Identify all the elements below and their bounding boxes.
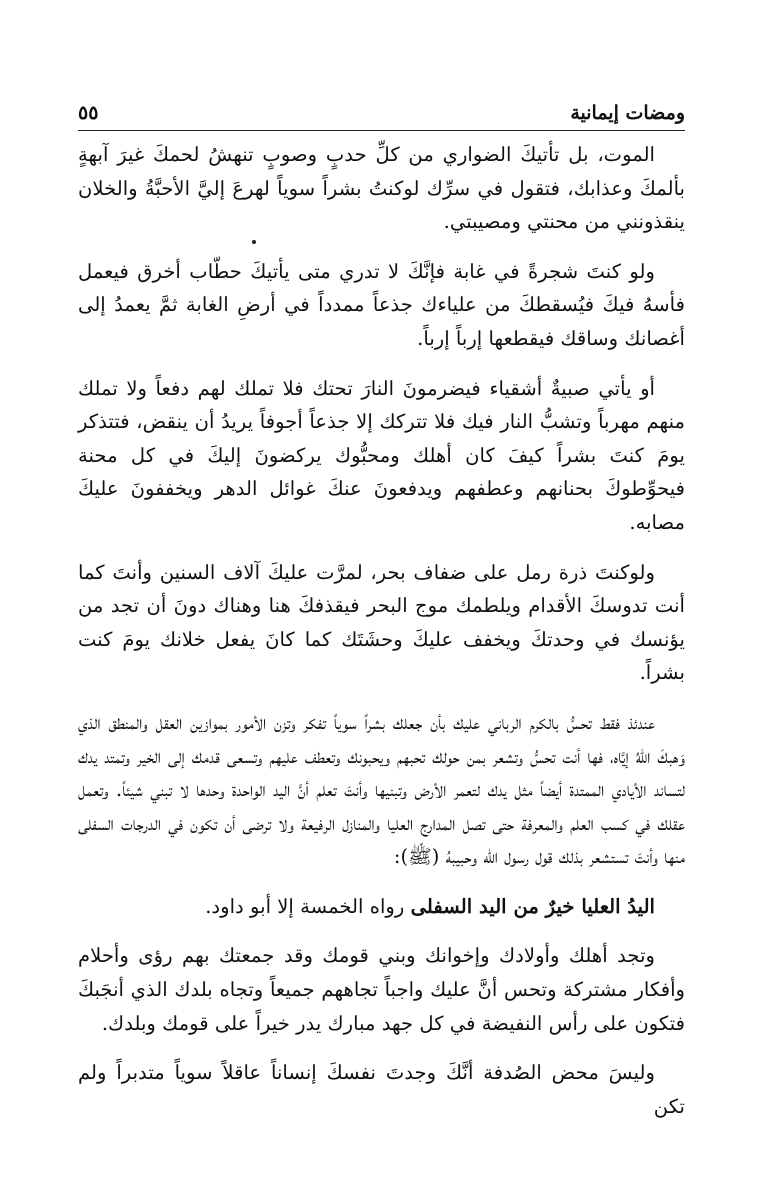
header-rule xyxy=(78,130,685,131)
book-title: ومضات إيمانية xyxy=(570,102,685,124)
paragraph: وليسَ محض الصُدفة أنَّكَ وجدتَ نفسكَ إنساناً عاقلاً سوياً متدبراً ولم تكن xyxy=(78,1061,685,1118)
hadith-quote xyxy=(78,890,685,924)
paragraph: أو يأتي صبيةٌ أشقياء فيضرمونَ النارَ تحتك فلا تملك لهم دفعاً ولا تملك منهم مهرباً وتشبُّ النار فيك فلا تتركك إلا جذعاً أجوفاً يريدُ أن ينقض، فتتذكر يومَ كنتَ بشراً كيفَ كان أهلك ومحبُّوك يركضونَ إليكَ في كل محنة فيحوِّطوكَ بحنانهم وعطفهم ويدفعونَ عنكَ غوائل الدهر ويخففونَ عليكَ مصابه. xyxy=(78,376,685,534)
page-body xyxy=(78,138,685,1139)
paragraph: ولوكنتَ ذرة رمل على ضفاف بحر، لمرَّت عليكَ آلاف السنين وأنتَ كما أنت تدوسكَ الأقدام ويلطمك موج البحر فيقذفكَ هنا وهناك دونَ أن تجد من يؤنسك في وحدتكَ ويخفف عليكَ وحشَتَك كما كانَ يفعل خلانك يومَ كنت بشراً. xyxy=(78,560,685,685)
paragraph: عندئذ فقط تحسُّ بالكرم الرباني عليك بأن جعلك بشراً سوياً تفكر وتزن الأمور بموازين العقل والمنطق الذي وَهبكَ اللهُ إيَّاه، فها أنت تحسُّ وتشعر بمن حولك تحبهم ويحبونك وتعطف عليهم وتسعى قدمك إلى الخير وتمتد يدك لتساند الأيادي الممتدة أيضاً مثل يدك لتعمر الأرض وتبنيها وأنتَ تعلم أنَّ اليد الواحدة وحدها لا تبني شيئاً. وتعمل عقلك في كسب العلم والمعرفة حتى تصل المدارج العليا والمنازل الرفيعة ولا ترضى أن تكون في الدرجات السفلى منها وأنتَ تستشعر بذلك قول رسول الله وحبيبهُ (ﷺ): xyxy=(78,710,685,869)
paragraph: وتجد أهلك وأولادك وإخوانك وبني قومك وقد جمعتك بهم رؤى وأحلام وأفكار مشتركة وتحس أنَّ عليك واجباً تجاههم جميعاً وتجاه بلدك الذي أنجَبكَ فتكون على رأس النفيضة في كل جهد مبارك يدر خيراً على قومك وبلدك. xyxy=(78,944,685,1035)
hadith-source: رواه الخمسة إلا أبو داود. xyxy=(205,894,411,918)
paragraph: الموت، بل تأتيكَ الضواري من كلِّ حدبٍ وصوبٍ تنهشُ لحمكَ غيرَ آبهةٍ بألمكَ وعذابك، فتقول في سرِّك لوكنتُ بشراً سوياً لهرعَ إليَّ الأحبَّةُ والخلان ينقذونني من محنتي ومصيبتي. xyxy=(78,143,685,234)
hadith-text: اليدُ العليا خيرٌ من اليد السفلى xyxy=(410,894,655,918)
page-number: ٥٥ xyxy=(78,102,99,124)
paragraph: ولو كنتَ شجرةً في غابة فإنَّكَ لا تدري متى يأتيكَ حطّاب أخرق فيعمل فأسهُ فيكَ فيُسقطكَ من علياءك جذعاً ممدداً في أرضِ الغابة ثمَّ يعمدُ إلى أغصانك وساقك فيقطعها إرباً إرباً. xyxy=(78,259,685,350)
page-header xyxy=(78,88,685,124)
